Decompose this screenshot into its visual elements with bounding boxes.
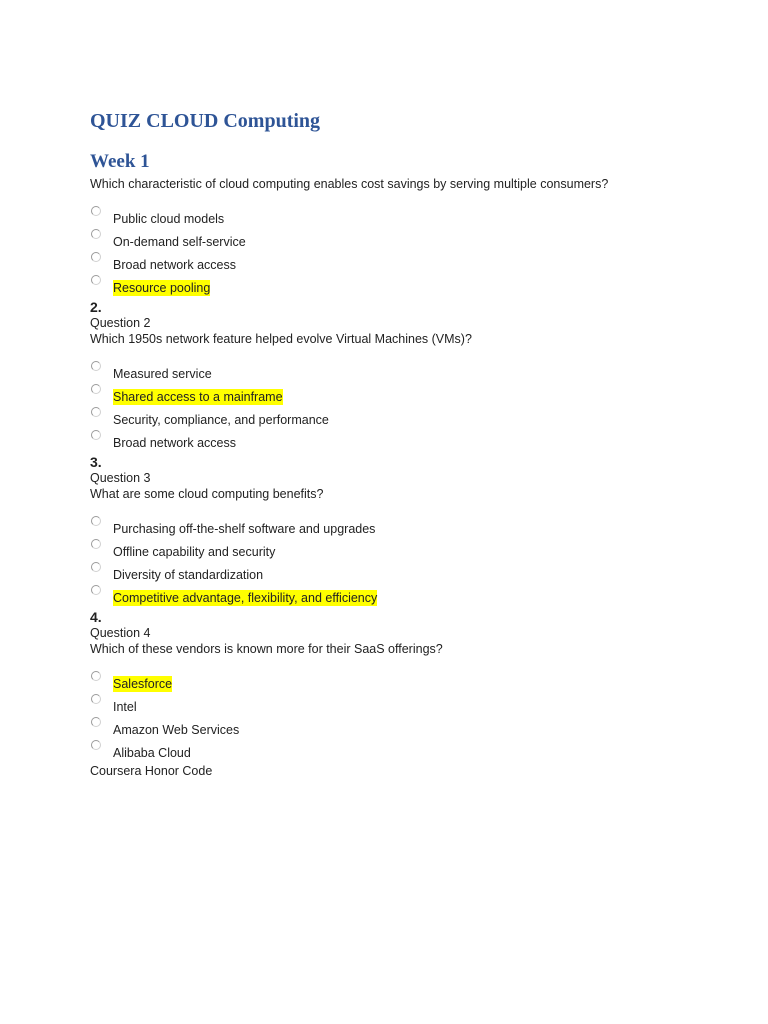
options-list bbox=[90, 671, 730, 763]
answer-option[interactable] bbox=[90, 430, 730, 453]
question-block-3 bbox=[90, 454, 730, 608]
radio-button[interactable] bbox=[91, 430, 101, 440]
option-label-highlighted: Shared access to a mainframe bbox=[113, 390, 283, 404]
answer-option[interactable] bbox=[90, 229, 730, 252]
answer-option[interactable] bbox=[90, 206, 730, 229]
option-label-highlighted: Competitive advantage, flexibility, and efficiency bbox=[113, 591, 378, 605]
option-label: Intel bbox=[113, 700, 137, 714]
answer-option[interactable] bbox=[90, 516, 730, 539]
question-text: What are some cloud computing benefits? bbox=[90, 487, 324, 501]
document-title: QUIZ CLOUD Computing bbox=[90, 110, 321, 132]
option-label-highlighted: Resource pooling bbox=[113, 281, 211, 295]
question-block-1 bbox=[90, 176, 730, 298]
question-block-4 bbox=[90, 609, 730, 763]
question-caption: Question 4 bbox=[90, 626, 151, 640]
radio-button[interactable] bbox=[91, 671, 101, 681]
radio-button[interactable] bbox=[91, 275, 101, 285]
option-label: Alibaba Cloud bbox=[113, 746, 191, 760]
radio-button[interactable] bbox=[91, 229, 101, 239]
document-page bbox=[90, 108, 730, 779]
option-label: Diversity of standardization bbox=[113, 568, 264, 582]
option-label: Security, compliance, and performance bbox=[113, 413, 329, 427]
week-heading: Week 1 bbox=[90, 151, 150, 172]
option-label: Public cloud models bbox=[113, 212, 225, 226]
radio-button[interactable] bbox=[91, 384, 101, 394]
radio-button[interactable] bbox=[91, 740, 101, 750]
question-text: Which 1950s network feature helped evolve Virtual Machines (VMs)? bbox=[90, 332, 472, 346]
answer-option[interactable] bbox=[90, 384, 730, 407]
honor-code-text: Coursera Honor Code bbox=[90, 764, 213, 778]
radio-button[interactable] bbox=[91, 516, 101, 526]
option-label: Offline capability and security bbox=[113, 545, 276, 559]
answer-option[interactable] bbox=[90, 407, 730, 430]
radio-button[interactable] bbox=[91, 585, 101, 595]
question-text: Which characteristic of cloud computing enables cost savings by serving multiple consumers? bbox=[90, 177, 609, 191]
radio-button[interactable] bbox=[91, 361, 101, 371]
options-list bbox=[90, 516, 730, 608]
option-label: Broad network access bbox=[113, 258, 236, 272]
answer-option[interactable] bbox=[90, 671, 730, 694]
radio-button[interactable] bbox=[91, 539, 101, 549]
answer-option[interactable] bbox=[90, 717, 730, 740]
question-caption: Question 2 bbox=[90, 316, 151, 330]
answer-option[interactable] bbox=[90, 275, 730, 298]
option-label: Broad network access bbox=[113, 436, 236, 450]
answer-option[interactable] bbox=[90, 252, 730, 275]
question-text: Which of these vendors is known more for their SaaS offerings? bbox=[90, 642, 443, 656]
options-list bbox=[90, 361, 730, 453]
radio-button[interactable] bbox=[91, 407, 101, 417]
option-label: Purchasing off-the-shelf software and upgrades bbox=[113, 522, 376, 536]
question-number: 3. bbox=[90, 454, 102, 470]
radio-button[interactable] bbox=[91, 717, 101, 727]
option-label: Measured service bbox=[113, 367, 212, 381]
answer-option[interactable] bbox=[90, 740, 730, 763]
radio-button[interactable] bbox=[91, 206, 101, 216]
radio-button[interactable] bbox=[91, 562, 101, 572]
option-label: Amazon Web Services bbox=[113, 723, 240, 737]
question-block-2 bbox=[90, 299, 730, 453]
options-list bbox=[90, 206, 730, 298]
option-label: On-demand self-service bbox=[113, 235, 246, 249]
answer-option[interactable] bbox=[90, 361, 730, 384]
question-caption: Question 3 bbox=[90, 471, 151, 485]
radio-button[interactable] bbox=[91, 252, 101, 262]
question-number: 4. bbox=[90, 609, 102, 625]
answer-option[interactable] bbox=[90, 585, 730, 608]
option-label-highlighted: Salesforce bbox=[113, 677, 173, 691]
answer-option[interactable] bbox=[90, 539, 730, 562]
answer-option[interactable] bbox=[90, 562, 730, 585]
radio-button[interactable] bbox=[91, 694, 101, 704]
answer-option[interactable] bbox=[90, 694, 730, 717]
question-number: 2. bbox=[90, 299, 102, 315]
